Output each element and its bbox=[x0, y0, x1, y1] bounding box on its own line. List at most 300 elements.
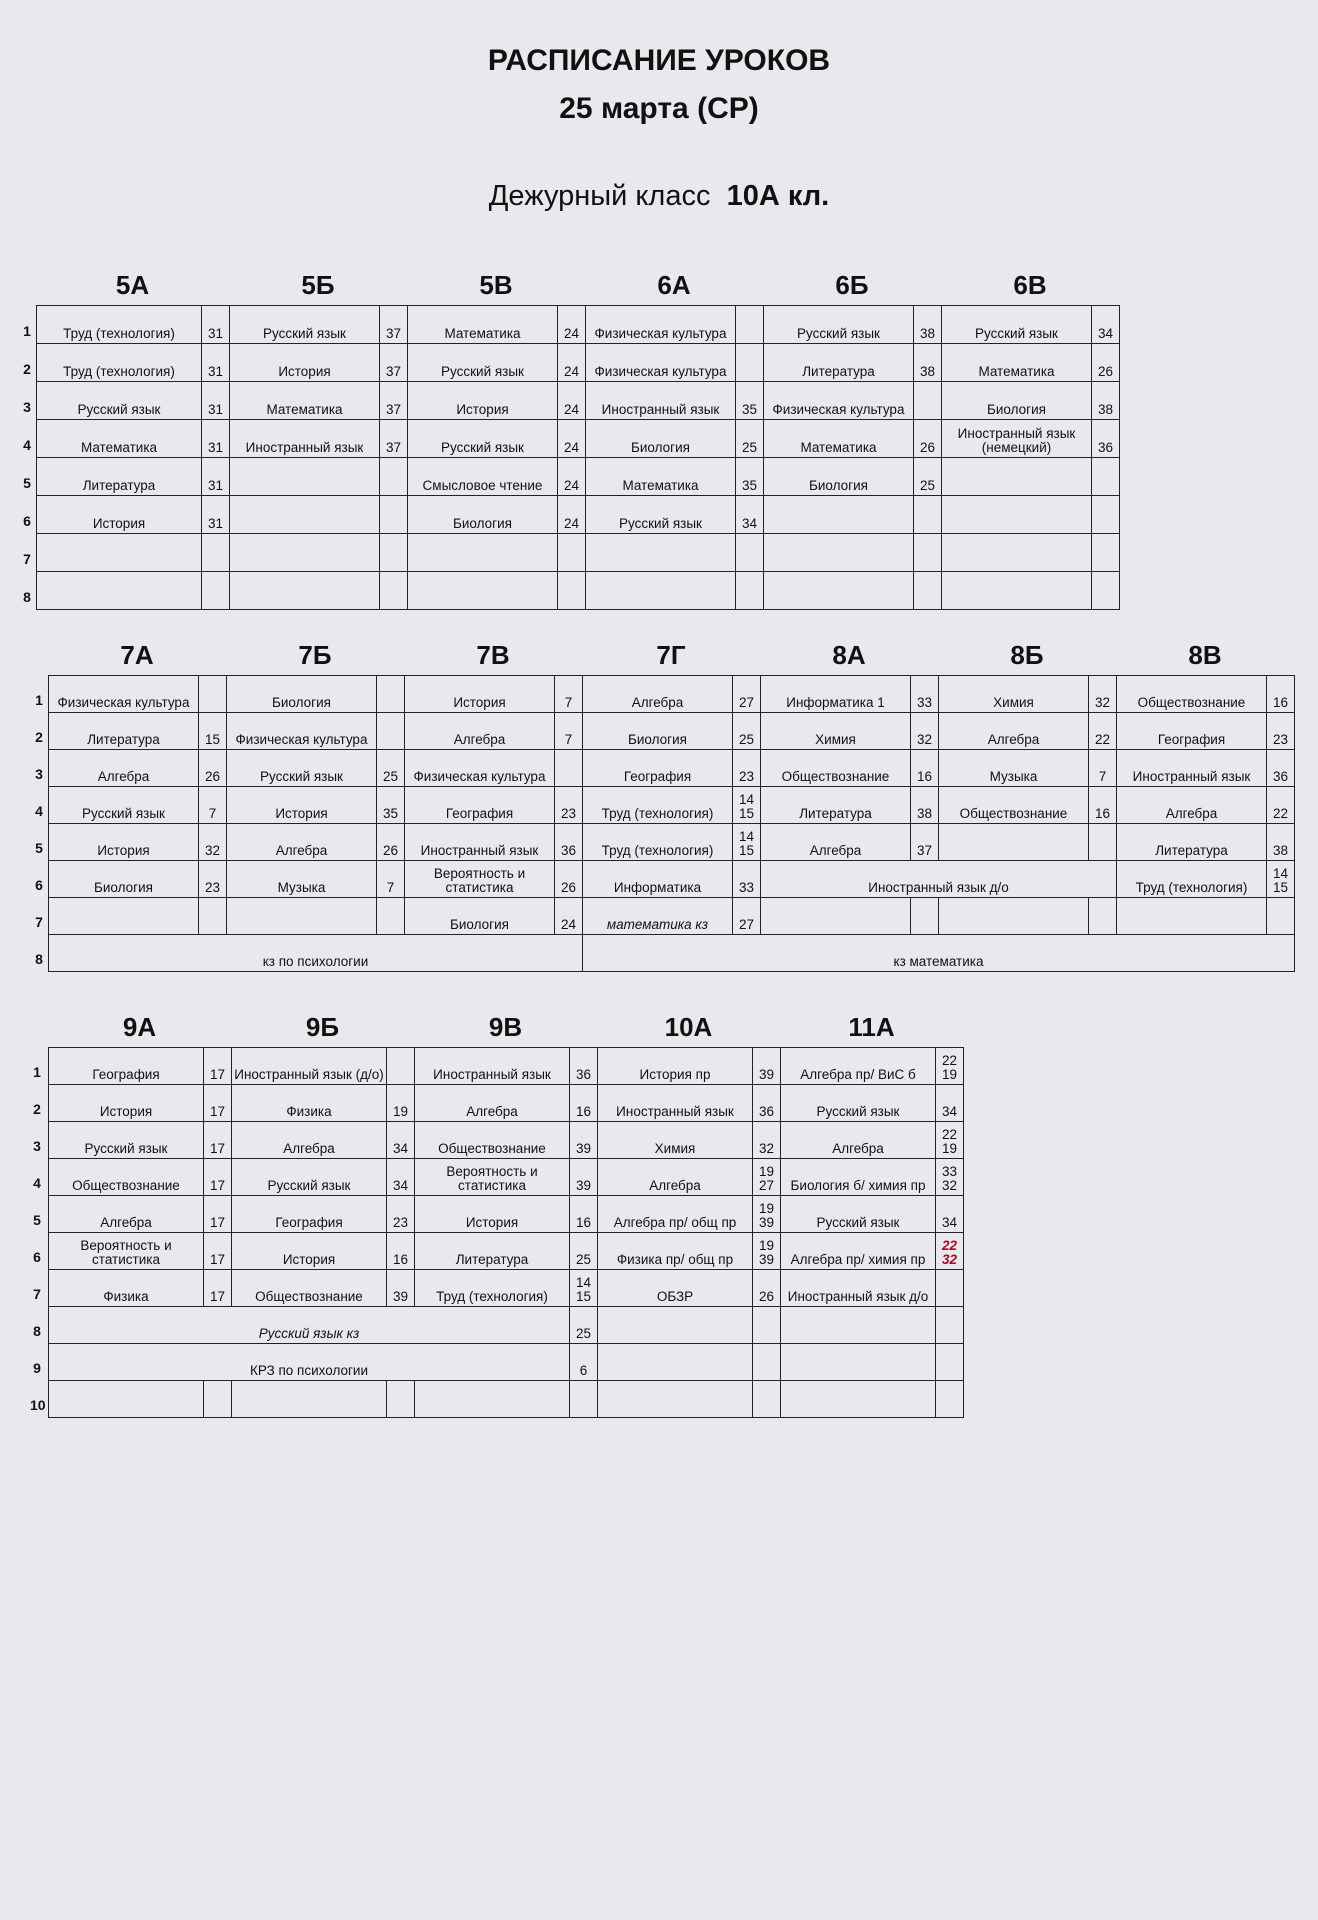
subject-cell: ОБЗР bbox=[598, 1270, 753, 1307]
subject-cell bbox=[227, 898, 377, 935]
room-cell: 37 bbox=[911, 824, 939, 861]
room-cell: 19 27 bbox=[753, 1159, 781, 1196]
row-number: 10 bbox=[30, 1397, 46, 1413]
row-number: 5 bbox=[23, 475, 31, 491]
class-header: 11А bbox=[848, 1012, 895, 1042]
room-cell: 22 32 bbox=[936, 1233, 964, 1270]
room-cell: 7 bbox=[555, 676, 583, 713]
subject-cell bbox=[1117, 898, 1267, 935]
table-row bbox=[37, 420, 1120, 458]
subject-cell: Литература bbox=[37, 458, 202, 496]
subject-cell: Труд (технология) bbox=[37, 344, 202, 382]
room-cell bbox=[1267, 898, 1295, 935]
room-cell bbox=[1092, 496, 1120, 534]
room-cell: 22 19 bbox=[936, 1048, 964, 1085]
subject-cell bbox=[598, 1307, 753, 1344]
room-cell: 16 bbox=[570, 1196, 598, 1233]
subject-cell: Алгебра bbox=[415, 1085, 570, 1122]
subject-cell bbox=[598, 1381, 753, 1418]
class-headers bbox=[36, 270, 1119, 304]
table-row bbox=[49, 1381, 964, 1418]
room-cell: 36 bbox=[555, 824, 583, 861]
table-row bbox=[49, 861, 1295, 898]
room-cell bbox=[736, 572, 764, 610]
room-cell: 24 bbox=[558, 382, 586, 420]
subject-cell: Труд (технология) bbox=[415, 1270, 570, 1307]
subject-cell: География bbox=[49, 1048, 204, 1085]
room-cell bbox=[570, 1381, 598, 1418]
room-cell: 19 39 bbox=[753, 1233, 781, 1270]
subject-cell: История bbox=[49, 1085, 204, 1122]
subject-cell bbox=[408, 572, 558, 610]
room-cell: 37 bbox=[380, 382, 408, 420]
room-cell bbox=[199, 676, 227, 713]
room-cell: 24 bbox=[558, 496, 586, 534]
room-cell: 16 bbox=[570, 1085, 598, 1122]
room-cell bbox=[1092, 572, 1120, 610]
subject-cell: Русский язык bbox=[230, 306, 380, 344]
row-number: 7 bbox=[35, 914, 43, 930]
room-cell: 16 bbox=[911, 750, 939, 787]
room-cell: 16 bbox=[387, 1233, 415, 1270]
subject-cell: История bbox=[415, 1196, 570, 1233]
subject-cell bbox=[49, 1381, 204, 1418]
room-cell bbox=[914, 382, 942, 420]
class-header: 7Б bbox=[298, 640, 332, 670]
room-cell: 31 bbox=[202, 420, 230, 458]
table-row bbox=[49, 824, 1295, 861]
table-row bbox=[49, 1122, 964, 1159]
subject-cell bbox=[232, 1381, 387, 1418]
room-cell: 36 bbox=[570, 1048, 598, 1085]
subject-cell bbox=[781, 1307, 936, 1344]
room-cell: 37 bbox=[380, 420, 408, 458]
subject-cell bbox=[781, 1381, 936, 1418]
room-cell: 35 bbox=[377, 787, 405, 824]
room-cell bbox=[736, 306, 764, 344]
subject-cell: История bbox=[37, 496, 202, 534]
table-row bbox=[49, 787, 1295, 824]
subject-cell: География bbox=[232, 1196, 387, 1233]
page-title: РАСПИСАНИЕ УРОКОВ bbox=[487, 44, 831, 77]
table-row bbox=[49, 676, 1295, 713]
subject-cell: Русский язык bbox=[408, 420, 558, 458]
room-cell: 23 bbox=[555, 787, 583, 824]
table-row bbox=[49, 713, 1295, 750]
subject-cell: Иностранный язык bbox=[586, 382, 736, 420]
table-row bbox=[49, 1233, 964, 1270]
room-cell: 15 bbox=[199, 713, 227, 750]
room-cell: 39 bbox=[570, 1159, 598, 1196]
subject-cell bbox=[415, 1381, 570, 1418]
room-cell bbox=[555, 750, 583, 787]
subject-cell: Труд (технология) bbox=[1117, 861, 1267, 898]
row-number: 7 bbox=[33, 1286, 41, 1302]
room-cell bbox=[387, 1048, 415, 1085]
subject-cell: Алгебра bbox=[232, 1122, 387, 1159]
subject-cell: Русский язык bbox=[37, 382, 202, 420]
table-row bbox=[49, 898, 1295, 935]
subject-cell: Русский язык bbox=[49, 1122, 204, 1159]
subject-cell: Алгебра пр/ химия пр bbox=[781, 1233, 936, 1270]
room-cell: 17 bbox=[204, 1233, 232, 1270]
subject-cell: Литература bbox=[415, 1233, 570, 1270]
subject-cell bbox=[939, 824, 1089, 861]
row-number: 2 bbox=[23, 361, 31, 377]
subject-cell bbox=[37, 572, 202, 610]
subject-cell: Информатика 1 bbox=[761, 676, 911, 713]
room-cell: 19 bbox=[387, 1085, 415, 1122]
room-cell: 25 bbox=[570, 1233, 598, 1270]
subject-cell: Химия bbox=[598, 1122, 753, 1159]
subject-cell: Физическая культура bbox=[764, 382, 914, 420]
room-cell: 31 bbox=[202, 496, 230, 534]
room-cell: 16 bbox=[1089, 787, 1117, 824]
room-cell: 27 bbox=[733, 898, 761, 935]
subject-cell: Биология bbox=[583, 713, 733, 750]
subject-cell: Алгебра bbox=[1117, 787, 1267, 824]
subject-cell bbox=[230, 458, 380, 496]
subject-cell: Русский язык bbox=[781, 1085, 936, 1122]
room-cell bbox=[936, 1270, 964, 1307]
table-row bbox=[49, 750, 1295, 787]
room-cell: 17 bbox=[204, 1085, 232, 1122]
room-cell bbox=[387, 1381, 415, 1418]
subject-cell: Литература bbox=[1117, 824, 1267, 861]
subject-cell: Биология б/ химия пр bbox=[781, 1159, 936, 1196]
room-cell: 34 bbox=[736, 496, 764, 534]
row-number: 7 bbox=[23, 551, 31, 567]
subject-cell: Алгебра bbox=[598, 1159, 753, 1196]
subject-cell bbox=[598, 1344, 753, 1381]
subject-cell: Обществознание bbox=[939, 787, 1089, 824]
subject-cell: Химия bbox=[939, 676, 1089, 713]
subject-cell: Литература bbox=[49, 713, 199, 750]
room-cell: 37 bbox=[380, 344, 408, 382]
class-header: 9А bbox=[122, 1012, 157, 1042]
subject-cell: Алгебра пр/ общ пр bbox=[598, 1196, 753, 1233]
subject-cell: Обществознание bbox=[415, 1122, 570, 1159]
subject-cell: Иностранный язык bbox=[415, 1048, 570, 1085]
subject-cell bbox=[586, 572, 736, 610]
room-cell: 26 bbox=[914, 420, 942, 458]
schedule-block-5-6 bbox=[0, 270, 1318, 620]
room-cell: 32 bbox=[1089, 676, 1117, 713]
room-cell: 23 bbox=[199, 861, 227, 898]
row-number: 6 bbox=[33, 1249, 41, 1265]
subject-cell: Математика bbox=[37, 420, 202, 458]
room-cell: 26 bbox=[377, 824, 405, 861]
subject-cell: Обществознание bbox=[1117, 676, 1267, 713]
row-number: 3 bbox=[33, 1138, 41, 1154]
table-row bbox=[49, 1159, 964, 1196]
subject-cell bbox=[586, 534, 736, 572]
subject-cell: Биология bbox=[764, 458, 914, 496]
row-number: 5 bbox=[35, 840, 43, 856]
row-number: 6 bbox=[23, 513, 31, 529]
subject-cell: Русский язык bbox=[227, 750, 377, 787]
subject-cell bbox=[764, 496, 914, 534]
subject-cell: Алгебра bbox=[49, 750, 199, 787]
room-cell bbox=[1092, 534, 1120, 572]
room-cell bbox=[202, 572, 230, 610]
duty-class: 10А кл. bbox=[726, 180, 830, 212]
subject-cell bbox=[939, 898, 1089, 935]
subject-cell: Физика пр/ общ пр bbox=[598, 1233, 753, 1270]
class-header: 10А bbox=[664, 1012, 713, 1042]
room-cell: 24 bbox=[558, 458, 586, 496]
subject-cell: Математика bbox=[230, 382, 380, 420]
subject-cell bbox=[942, 534, 1092, 572]
table-row bbox=[49, 1344, 964, 1381]
subject-cell: Алгебра bbox=[405, 713, 555, 750]
room-cell bbox=[380, 496, 408, 534]
room-cell: 25 bbox=[570, 1307, 598, 1344]
table-row bbox=[37, 344, 1120, 382]
subject-cell: История пр bbox=[598, 1048, 753, 1085]
room-cell: 14 15 bbox=[733, 787, 761, 824]
table-row bbox=[37, 306, 1120, 344]
room-cell bbox=[204, 1381, 232, 1418]
class-header: 5А bbox=[115, 270, 150, 300]
room-cell: 16 bbox=[1267, 676, 1295, 713]
room-cell: 34 bbox=[1092, 306, 1120, 344]
subject-cell: Вероятность и статистика bbox=[415, 1159, 570, 1196]
room-cell: 24 bbox=[558, 306, 586, 344]
table-row bbox=[49, 1196, 964, 1233]
subject-cell bbox=[781, 1344, 936, 1381]
subject-cell: Труд (технология) bbox=[583, 824, 733, 861]
room-cell bbox=[736, 344, 764, 382]
room-cell: 35 bbox=[736, 382, 764, 420]
room-cell bbox=[558, 572, 586, 610]
subject-cell: Физическая культура bbox=[586, 344, 736, 382]
row-number: 9 bbox=[33, 1360, 41, 1376]
subject-cell: История bbox=[230, 344, 380, 382]
row-number: 8 bbox=[33, 1323, 41, 1339]
subject-cell: Иностранный язык bbox=[598, 1085, 753, 1122]
subject-cell: Алгебра bbox=[583, 676, 733, 713]
room-cell bbox=[914, 572, 942, 610]
subject-cell: Физическая культура bbox=[49, 676, 199, 713]
subject-cell: История bbox=[408, 382, 558, 420]
subject-cell bbox=[37, 534, 202, 572]
class-header: 9Б bbox=[305, 1012, 340, 1042]
subject-cell: Труд (технология) bbox=[583, 787, 733, 824]
subject-cell: Биология bbox=[49, 861, 199, 898]
table-row bbox=[37, 496, 1120, 534]
room-cell bbox=[914, 534, 942, 572]
table-row bbox=[37, 534, 1120, 572]
row-number: 3 bbox=[23, 399, 31, 415]
subject-cell: Русский язык bbox=[232, 1159, 387, 1196]
class-header: 5В bbox=[479, 270, 513, 300]
room-cell bbox=[377, 898, 405, 935]
room-cell: 14 15 bbox=[570, 1270, 598, 1307]
room-cell bbox=[753, 1344, 781, 1381]
table-row bbox=[37, 382, 1120, 420]
subject-cell: Информатика bbox=[583, 861, 733, 898]
room-cell: 32 bbox=[753, 1122, 781, 1159]
subject-cell: Смысловое чтение bbox=[408, 458, 558, 496]
subject-cell: Алгебра bbox=[227, 824, 377, 861]
subject-cell: Труд (технология) bbox=[37, 306, 202, 344]
subject-cell: Математика bbox=[408, 306, 558, 344]
subject-cell bbox=[761, 898, 911, 935]
schedule-date: 25 марта (СР) bbox=[559, 92, 759, 125]
room-cell: 33 bbox=[911, 676, 939, 713]
room-cell: 35 bbox=[736, 458, 764, 496]
subject-cell: География bbox=[583, 750, 733, 787]
room-cell: 32 bbox=[911, 713, 939, 750]
subject-cell: математика кз bbox=[583, 898, 733, 935]
room-cell: 24 bbox=[558, 344, 586, 382]
room-cell bbox=[936, 1307, 964, 1344]
room-cell bbox=[736, 534, 764, 572]
subject-cell: География bbox=[405, 787, 555, 824]
subject-cell: Физическая культура bbox=[586, 306, 736, 344]
subject-cell: Музыка bbox=[227, 861, 377, 898]
class-header: 6В bbox=[1013, 270, 1047, 300]
subject-cell: Физическая культура bbox=[405, 750, 555, 787]
subject-cell bbox=[942, 572, 1092, 610]
room-cell: 37 bbox=[380, 306, 408, 344]
room-cell: 26 bbox=[555, 861, 583, 898]
class-header: 7В bbox=[476, 640, 510, 670]
merged-cell-math: кз математика bbox=[583, 935, 1295, 972]
table-row bbox=[49, 1085, 964, 1122]
room-cell: 38 bbox=[1267, 824, 1295, 861]
subject-cell: Обществознание bbox=[49, 1159, 204, 1196]
subject-cell: Литература bbox=[764, 344, 914, 382]
subject-cell: Иностранный язык д/о bbox=[781, 1270, 936, 1307]
room-cell: 26 bbox=[199, 750, 227, 787]
row-number: 2 bbox=[35, 729, 43, 745]
room-cell: 7 bbox=[199, 787, 227, 824]
subject-cell bbox=[230, 496, 380, 534]
subject-cell: Алгебра bbox=[781, 1122, 936, 1159]
room-cell: 26 bbox=[753, 1270, 781, 1307]
room-cell: 25 bbox=[733, 713, 761, 750]
room-cell bbox=[1089, 898, 1117, 935]
subject-cell: Вероятность и статистика bbox=[405, 861, 555, 898]
room-cell: 6 bbox=[570, 1344, 598, 1381]
room-cell: 27 bbox=[733, 676, 761, 713]
subject-cell: Обществознание bbox=[761, 750, 911, 787]
room-cell bbox=[753, 1307, 781, 1344]
schedule-table bbox=[48, 1047, 964, 1418]
subject-cell: Алгебра bbox=[939, 713, 1089, 750]
room-cell: 33 bbox=[733, 861, 761, 898]
room-cell: 26 bbox=[1092, 344, 1120, 382]
room-cell: 33 32 bbox=[936, 1159, 964, 1196]
row-number: 6 bbox=[35, 877, 43, 893]
subject-cell: Иностранный язык (немецкий) bbox=[942, 420, 1092, 458]
room-cell: 14 15 bbox=[733, 824, 761, 861]
room-cell: 25 bbox=[914, 458, 942, 496]
subject-cell: Литература bbox=[761, 787, 911, 824]
subject-cell: Русский язык bbox=[764, 306, 914, 344]
room-cell: 22 19 bbox=[936, 1122, 964, 1159]
subject-cell bbox=[764, 534, 914, 572]
subject-cell: История bbox=[227, 787, 377, 824]
room-cell: 24 bbox=[555, 898, 583, 935]
room-cell: 31 bbox=[202, 382, 230, 420]
room-cell bbox=[936, 1381, 964, 1418]
subject-cell bbox=[942, 458, 1092, 496]
subject-cell: Иностранный язык bbox=[1117, 750, 1267, 787]
subject-cell: Биология bbox=[586, 420, 736, 458]
subject-cell: Иностранный язык bbox=[405, 824, 555, 861]
row-number: 4 bbox=[35, 803, 43, 819]
room-cell: 36 bbox=[753, 1085, 781, 1122]
subject-cell: Иностранный язык (д/о) bbox=[232, 1048, 387, 1085]
subject-cell bbox=[49, 898, 199, 935]
room-cell: 7 bbox=[377, 861, 405, 898]
schedule-block-7-8 bbox=[0, 640, 1318, 990]
subject-cell: История bbox=[232, 1233, 387, 1270]
subject-cell: Русский язык bbox=[942, 306, 1092, 344]
room-cell: 31 bbox=[202, 458, 230, 496]
class-header: 6Б bbox=[835, 270, 869, 300]
room-cell bbox=[380, 458, 408, 496]
subject-cell: Алгебра bbox=[761, 824, 911, 861]
subject-cell: Вероятность и статистика bbox=[49, 1233, 204, 1270]
room-cell: 17 bbox=[204, 1270, 232, 1307]
room-cell: 25 bbox=[736, 420, 764, 458]
room-cell: 36 bbox=[1267, 750, 1295, 787]
row-number: 3 bbox=[35, 766, 43, 782]
room-cell bbox=[199, 898, 227, 935]
room-cell: 32 bbox=[199, 824, 227, 861]
subject-cell: Физика bbox=[49, 1270, 204, 1307]
room-cell: 19 39 bbox=[753, 1196, 781, 1233]
subject-cell: Биология bbox=[942, 382, 1092, 420]
row-number: 4 bbox=[33, 1175, 41, 1191]
room-cell: 23 bbox=[1267, 713, 1295, 750]
subject-cell: Алгебра bbox=[49, 1196, 204, 1233]
room-cell: 22 bbox=[1267, 787, 1295, 824]
table-row bbox=[49, 935, 1295, 972]
room-cell bbox=[753, 1381, 781, 1418]
table-row bbox=[49, 1048, 964, 1085]
subject-cell: Математика bbox=[586, 458, 736, 496]
table-row bbox=[37, 572, 1120, 610]
subject-cell bbox=[942, 496, 1092, 534]
subject-cell: Математика bbox=[764, 420, 914, 458]
room-cell: 34 bbox=[387, 1159, 415, 1196]
row-number: 4 bbox=[23, 437, 31, 453]
room-cell bbox=[377, 713, 405, 750]
subject-cell: География bbox=[1117, 713, 1267, 750]
room-cell: 39 bbox=[570, 1122, 598, 1159]
subject-cell bbox=[764, 572, 914, 610]
subject-cell: Биология bbox=[227, 676, 377, 713]
room-cell: 7 bbox=[555, 713, 583, 750]
room-cell: 38 bbox=[911, 787, 939, 824]
subject-cell: Биология bbox=[408, 496, 558, 534]
room-cell bbox=[558, 534, 586, 572]
table-row bbox=[49, 1307, 964, 1344]
subject-cell: Обществознание bbox=[232, 1270, 387, 1307]
class-header: 7Г bbox=[656, 640, 686, 670]
subject-cell: Русский язык bbox=[49, 787, 199, 824]
class-headers bbox=[48, 640, 1294, 674]
room-cell bbox=[911, 898, 939, 935]
subject-cell bbox=[230, 572, 380, 610]
subject-cell: Алгебра пр/ ВиС б bbox=[781, 1048, 936, 1085]
room-cell: 25 bbox=[377, 750, 405, 787]
